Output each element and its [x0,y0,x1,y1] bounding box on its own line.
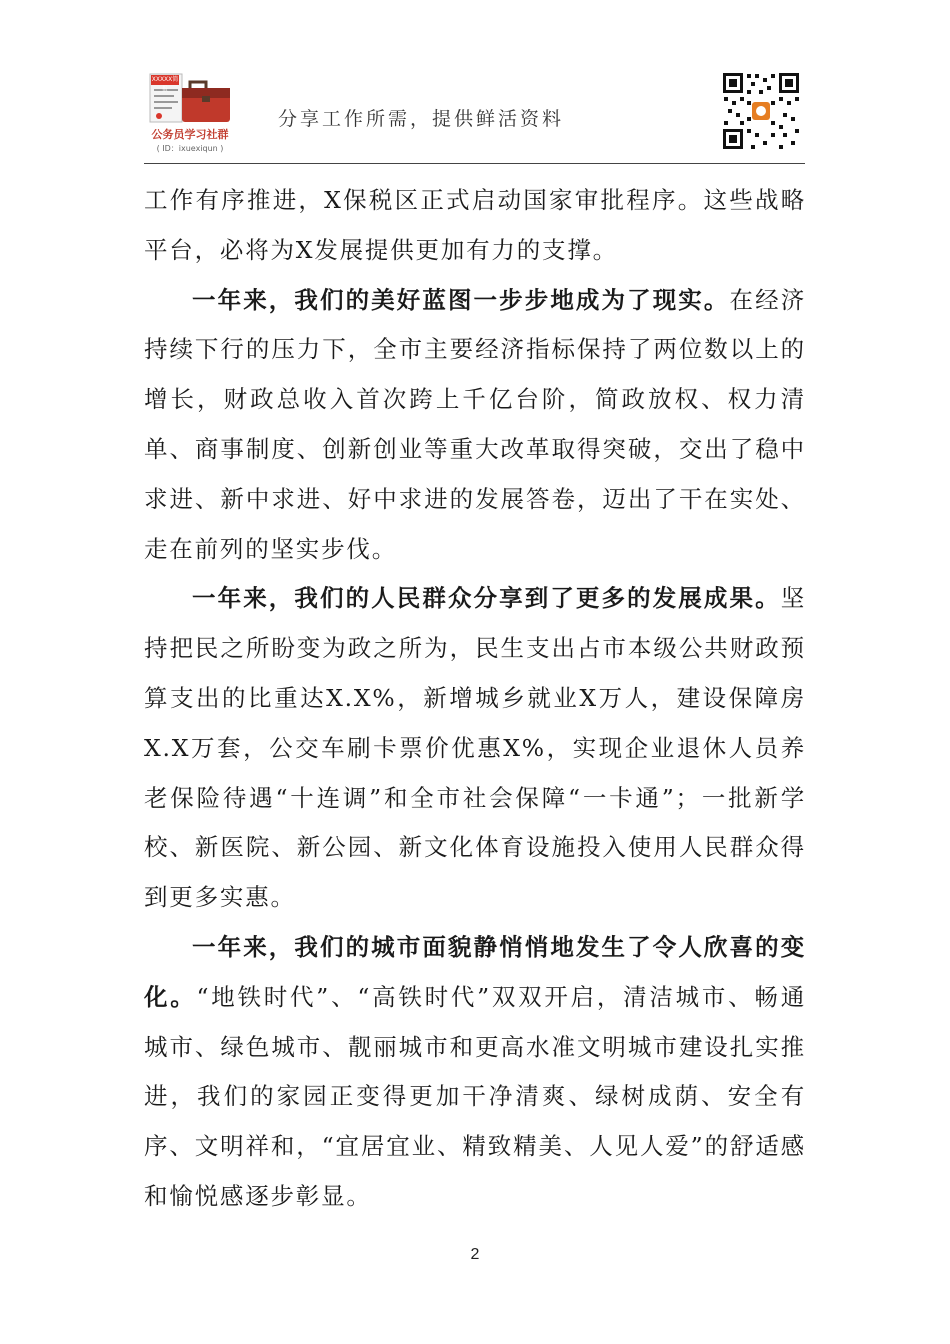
paragraph-4-lead: 一年来，我们的城市面貌静悄悄地发生了令人欣喜的变化。 [144,932,806,1011]
logo-caption: 公务员学习社群 [151,128,229,141]
header-divider [144,163,805,164]
paragraph-2-lead: 一年来，我们的美好蓝图一步步地成为了现实。 [192,285,730,314]
paragraph-4 [144,923,806,1222]
logo-id: ( ID：ixuexiqun ) [156,144,224,153]
page-header [0,0,950,165]
header-tagline: 分享工作所需，提供鲜活资料 [278,108,565,130]
paragraph-4-text: “地铁时代”、“高铁时代”双双开启，清洁城市、畅通城市、绿色城市、靓丽城市和更高水准文明城市建设扎实推进，我们的家园正变得更加干净清爽、绿树成荫、安全有序、文明祥和，“宜居宜业、精致精美、人见人爱”的舒适感和愉悦感逐步彰显。 [144,982,806,1210]
page-number: 2 [470,1246,480,1263]
paragraph-3-lead: 一年来，我们的人民群众分享到了更多的发展成果。 [192,584,781,613]
paragraph-3 [144,574,806,923]
document-body [144,176,806,1222]
paragraph-2-text: 在经济持续下行的压力下，全市主要经济指标保持了两位数以上的增长，财政总收入首次跨上千亿台阶，简政放权、权力清单、商事制度、创新创业等重大改革取得突破，交出了稳中求进、新中求进、好中求进的发展答卷，迈出了干在实处、走在前列的坚实步伐。 [144,285,806,563]
paragraph-3-text: 坚持把民之所盼变为政之所为，民生支出占市本级公共财政预算支出的比重达X.X%，新增城乡就业X万人，建设保障房X.X万套，公交车刷卡票价优惠X%，实现企业退休人员养老保险待遇“十连调”和全市社会保障“一卡通”；一批新学校、新医院、新公园、新文化体育设施投入使用人民群众得到更多实惠。 [144,584,806,912]
qr-code-icon [721,71,801,151]
paragraph-1 [144,176,806,276]
logo-label: XXXXX简报 [151,76,179,93]
paragraph-1-text: 工作有序推进，X保税区正式启动国家审批程序。这些战略平台，必将为X发展提供更加有力的支撑。 [144,186,806,264]
paragraph-2 [144,276,806,575]
